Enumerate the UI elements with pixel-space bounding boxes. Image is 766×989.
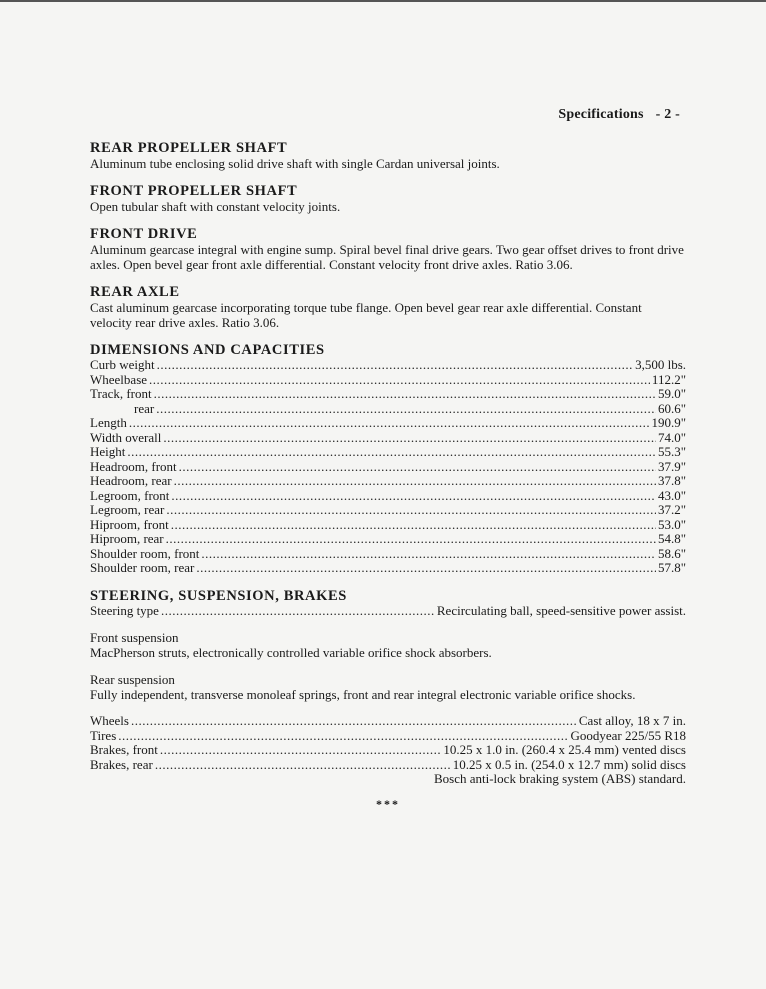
- spec-label: rear: [134, 400, 155, 416]
- spec-value: 3,500 lbs.: [635, 357, 686, 372]
- section-text: Open tubular shaft with constant velocity joints.: [90, 199, 341, 214]
- section-heading: REAR AXLE: [90, 284, 180, 300]
- rear-suspension-title: Rear suspension: [90, 672, 175, 687]
- rear-suspension-text: Fully independent, transverse monoleaf springs, front and rear integral electronic variable orifice shocks.: [90, 687, 636, 702]
- spec-value: 74.0": [657, 429, 686, 445]
- spec-value: 112.2": [651, 371, 686, 387]
- spec-value: 54.8": [657, 531, 686, 546]
- section-text: Aluminum tube enclosing solid drive shaft with single Cardan universal joints.: [90, 156, 500, 171]
- spec-value: 190.9": [651, 415, 686, 430]
- section-heading: STEERING, SUSPENSION, BRAKES: [90, 587, 347, 604]
- spec-value: 60.6": [657, 400, 686, 416]
- spec-label: Legroom, rear: [90, 502, 165, 517]
- spec-label: Width overall: [90, 429, 162, 445]
- spec-label: Length: [90, 415, 127, 430]
- spec-row: [90, 503, 686, 518]
- front-suspension-text: MacPherson struts, electronically controlled variable orifice shock absorbers.: [90, 645, 492, 660]
- spec-label: Brakes, front: [90, 742, 158, 757]
- spec-label: Wheelbase: [90, 371, 148, 387]
- spec-row: [90, 489, 686, 504]
- spec-value: 37.8": [657, 473, 686, 488]
- spec-label: Legroom, front: [90, 487, 170, 503]
- spec-row: [90, 758, 686, 773]
- rear-axle-section: [90, 284, 686, 330]
- spec-value: Recirculating ball, speed-sensitive power assist.: [436, 602, 686, 618]
- spec-value: 37.2": [657, 502, 686, 517]
- spec-row: [90, 743, 686, 758]
- section-text: Aluminum gearcase integral with engine sump. Spiral bevel final drive gears. Two gear offset drives to front drive axles. Open bevel gear front axle differential. Constant velocity front drive axles. Ratio 3.06.: [90, 242, 684, 272]
- section-heading: REAR PROPELLER SHAFT: [90, 140, 288, 156]
- spec-value: 58.6": [657, 545, 686, 561]
- rear-propeller-section: [90, 140, 686, 171]
- page-number: - 2 -: [655, 107, 680, 122]
- spec-row: [90, 532, 686, 547]
- spec-value: 43.0": [657, 487, 686, 503]
- spec-row: [90, 604, 686, 619]
- spec-row: [90, 358, 686, 373]
- scan-edge-line: [0, 0, 766, 2]
- spec-value: 59.0": [657, 386, 686, 401]
- spec-row: [90, 445, 686, 460]
- spec-value: Goodyear 225/55 R18: [570, 727, 686, 743]
- spec-label: Hiproom, front: [90, 516, 169, 532]
- page-header: [558, 107, 680, 123]
- spec-row: [90, 431, 686, 446]
- spec-row: [90, 460, 686, 475]
- spec-value: 10.25 x 0.5 in. (254.0 x 12.7 mm) solid discs: [452, 756, 686, 772]
- spec-label: Brakes, rear: [90, 756, 153, 772]
- spec-label: Height: [90, 444, 126, 459]
- section-heading: FRONT PROPELLER SHAFT: [90, 183, 298, 199]
- spec-label: Tires: [90, 727, 117, 743]
- spec-row: [90, 474, 686, 489]
- spec-row: [90, 518, 686, 533]
- abs-note: Bosch anti-lock braking system (ABS) standard.: [433, 771, 686, 786]
- front-drive-section: [90, 226, 686, 272]
- section-text: Cast aluminum gearcase incorporating torque tube flange. Open bevel gear rear axle differential. Constant velocity rear drive axles. Ratio 3.06.: [90, 300, 642, 330]
- spec-row: [90, 714, 686, 729]
- header-title: Specifications: [558, 107, 644, 122]
- spec-label: Headroom, front: [90, 458, 177, 474]
- dimensions-section: [90, 342, 686, 576]
- spec-value: 55.3": [657, 444, 686, 459]
- spec-value: Cast alloy, 18 x 7 in.: [578, 713, 686, 728]
- document-body: [90, 140, 686, 824]
- front-propeller-section: [90, 183, 686, 214]
- spec-label: Curb weight: [90, 357, 155, 372]
- spec-value: 10.25 x 1.0 in. (260.4 x 25.4 mm) vented discs: [443, 742, 686, 757]
- spec-label: Hiproom, rear: [90, 531, 164, 546]
- spec-label: Wheels: [90, 713, 129, 728]
- spec-row: [90, 373, 686, 388]
- spec-value: 37.9": [657, 458, 686, 474]
- spec-label: Shoulder room, rear: [90, 560, 195, 575]
- spec-row: [90, 547, 686, 562]
- front-suspension-title: Front suspension: [90, 630, 179, 645]
- spec-label: Shoulder room, front: [90, 545, 200, 561]
- section-heading: FRONT DRIVE: [90, 226, 198, 242]
- spec-label: Steering type: [90, 602, 159, 618]
- spec-row: [90, 387, 686, 402]
- spec-row: [90, 402, 686, 417]
- spec-row: [90, 729, 686, 744]
- spec-label: Headroom, rear: [90, 473, 172, 488]
- spec-value: 57.8": [657, 560, 686, 575]
- spec-value: 53.0": [657, 516, 686, 532]
- spec-label: Track, front: [90, 386, 152, 401]
- spec-row: [90, 416, 686, 431]
- steering-section: [90, 588, 686, 812]
- section-heading: DIMENSIONS AND CAPACITIES: [90, 342, 325, 358]
- end-mark: ***: [376, 796, 400, 811]
- spec-row: [90, 561, 686, 576]
